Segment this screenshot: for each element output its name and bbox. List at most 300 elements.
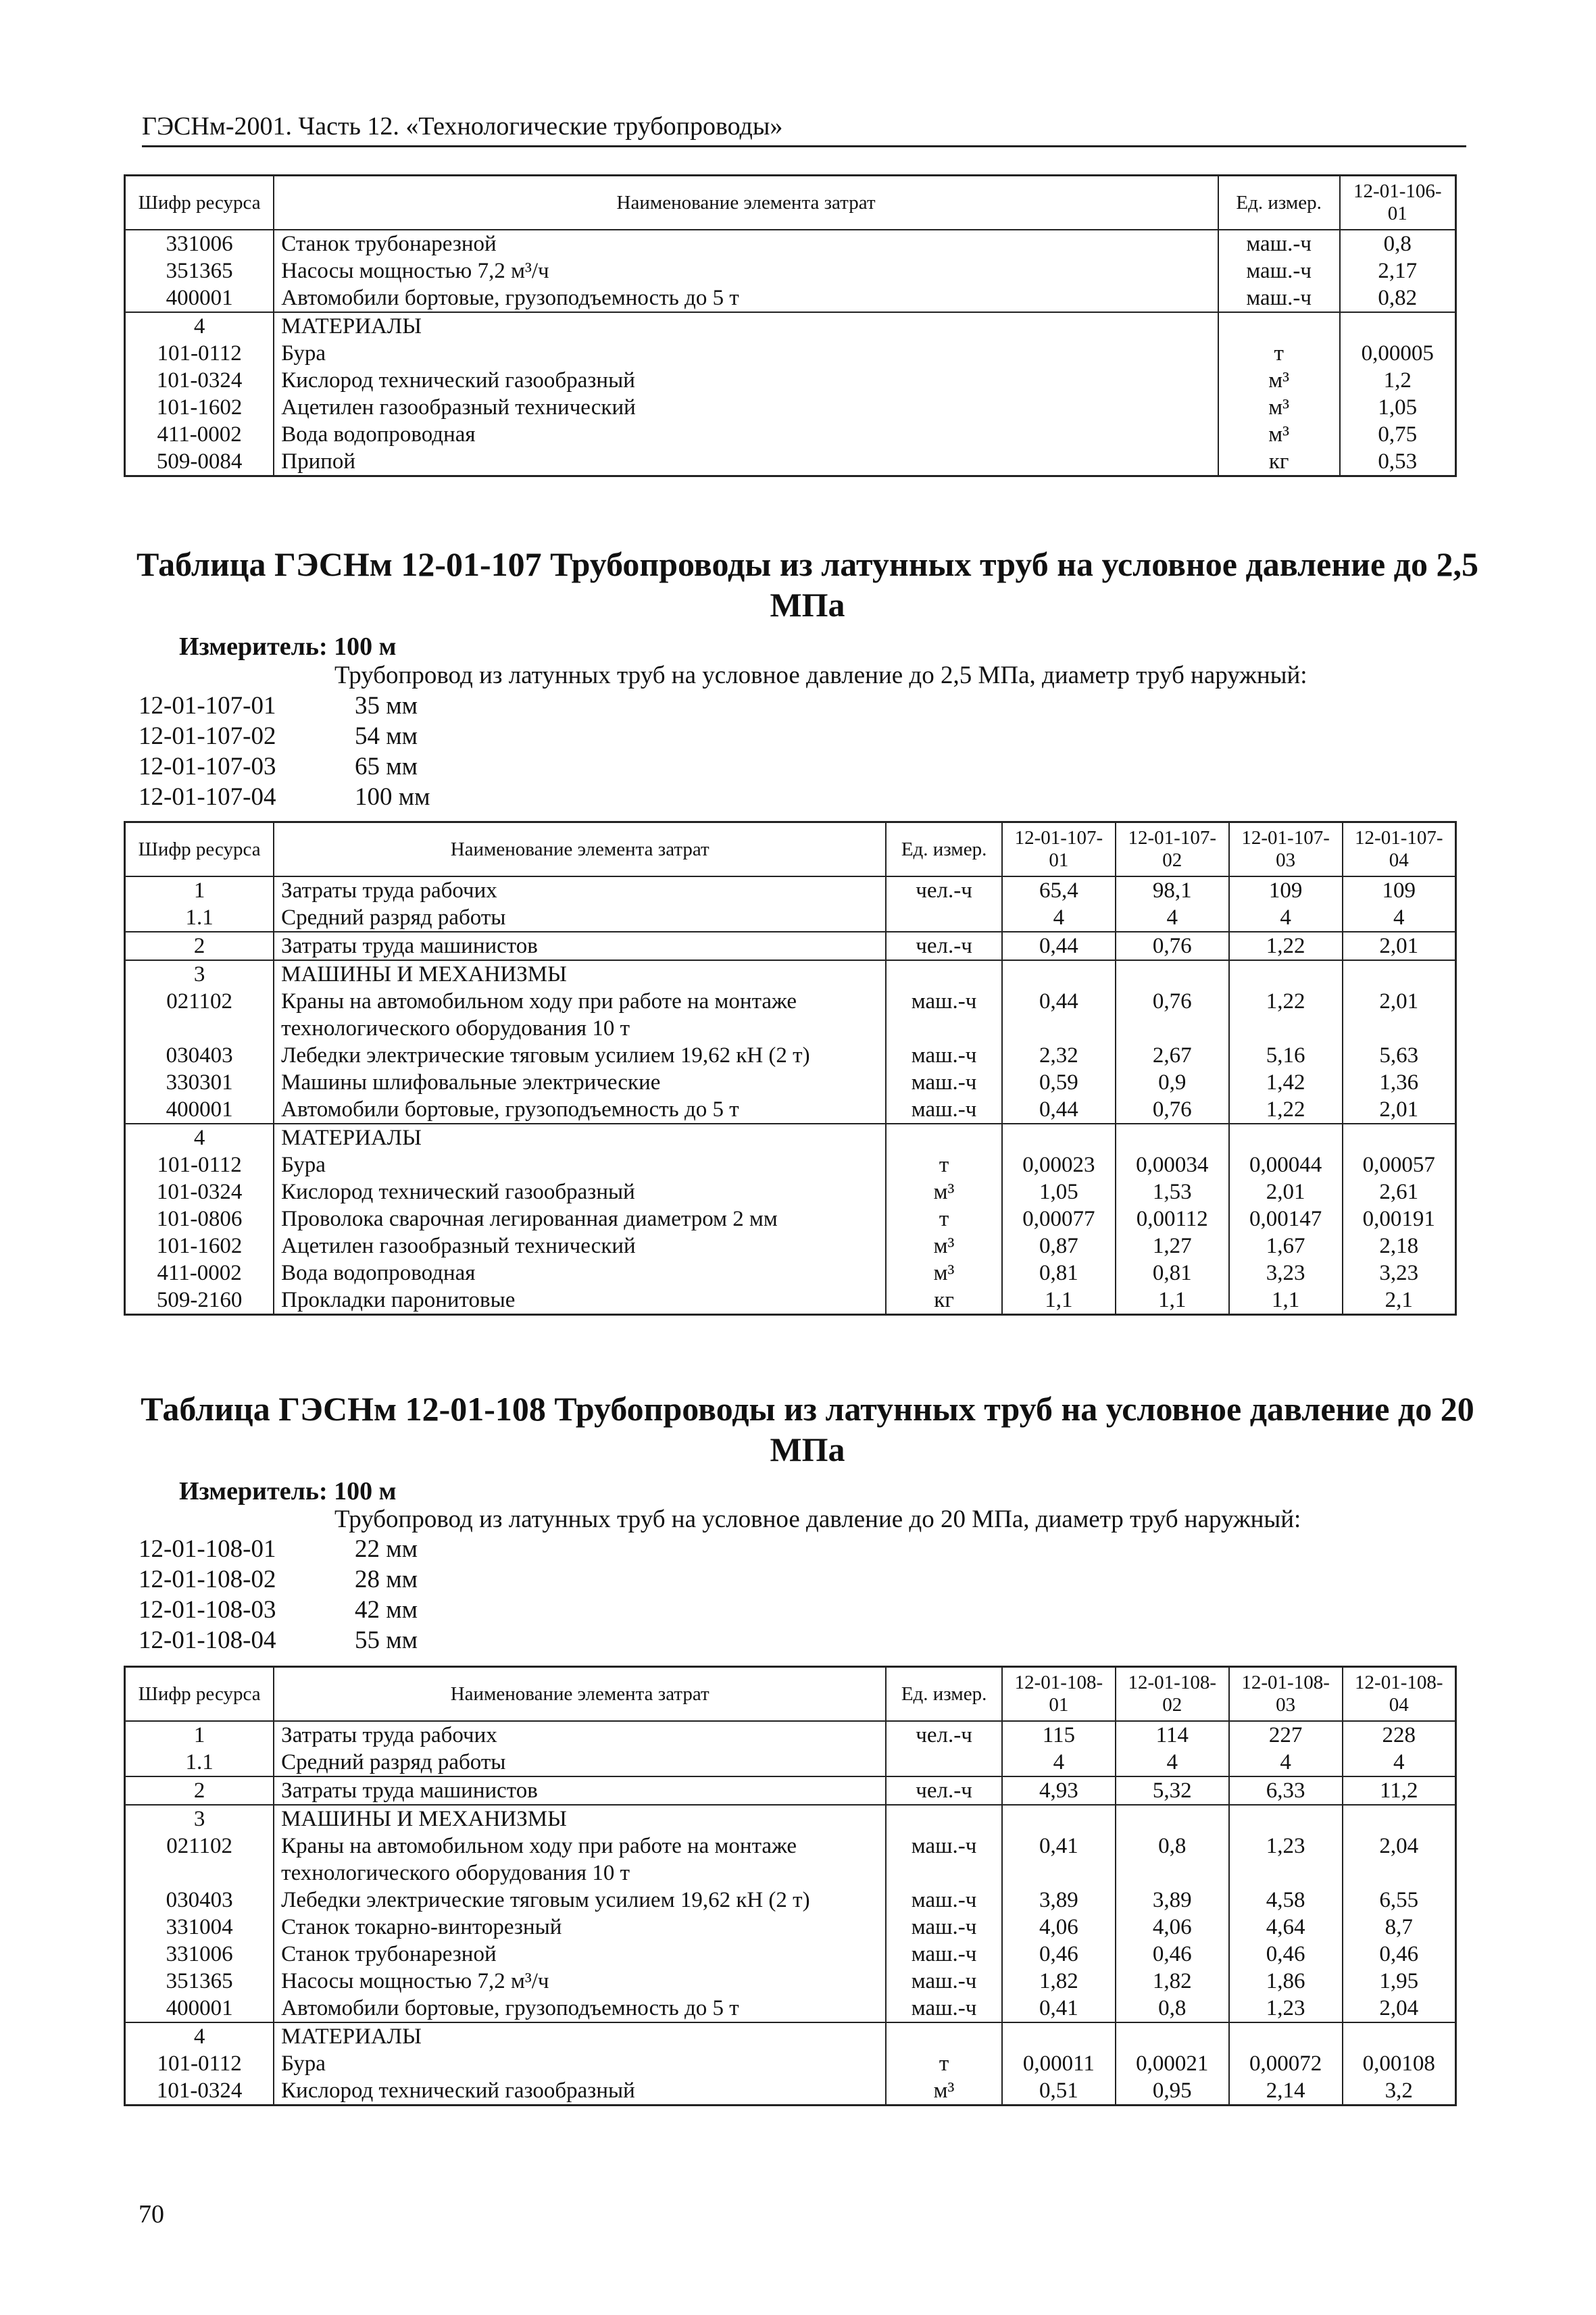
table-108-variants bbox=[139, 1534, 418, 1656]
value-cell bbox=[1002, 960, 1116, 988]
value-cell: 0,81 bbox=[1002, 1260, 1116, 1287]
table-row bbox=[125, 1833, 1456, 1887]
column-header-c1: 12-01-106-01 bbox=[1340, 176, 1456, 230]
value-cell: 1,82 bbox=[1002, 1968, 1116, 1995]
value-cell: 1,1 bbox=[1229, 1287, 1343, 1315]
variant-diameter: 55 мм bbox=[355, 1626, 418, 1654]
value-cell: 0,8 bbox=[1116, 1995, 1229, 2022]
table-row bbox=[125, 1287, 1456, 1315]
value-cell: 227 bbox=[1229, 1721, 1343, 1749]
resource-name-cell: Затраты труда рабочих bbox=[274, 876, 886, 904]
variant-code: 12-01-108-04 bbox=[139, 1626, 276, 1654]
table-row bbox=[125, 394, 1456, 421]
resource-name-cell: Краны на автомобильном ходу при работе на монтаже технологического оборудования 10 т bbox=[274, 1833, 886, 1887]
resource-name-cell: Станок трубонарезной bbox=[274, 230, 1218, 257]
resource-name-cell: Средний разряд работы bbox=[274, 904, 886, 932]
value-cell: 0,00005 bbox=[1340, 340, 1456, 367]
resource-name-cell: МАШИНЫ И МЕХАНИЗМЫ bbox=[274, 960, 886, 988]
resource-name-cell: Автомобили бортовые, грузоподъемность до 5 т bbox=[274, 284, 1218, 312]
variant-diameter: 42 мм bbox=[355, 1596, 418, 1624]
resource-name-cell: МАШИНЫ И МЕХАНИЗМЫ bbox=[274, 1805, 886, 1833]
value-cell: 0,00072 bbox=[1229, 2050, 1343, 2077]
value-cell bbox=[1229, 1805, 1343, 1833]
resource-code-cell: 2 bbox=[125, 1776, 274, 1805]
unit-cell: маш.-ч bbox=[886, 1887, 1002, 1914]
value-cell: 0,00023 bbox=[1002, 1151, 1116, 1178]
value-cell: 0,00011 bbox=[1002, 2050, 1116, 2077]
table-row bbox=[125, 988, 1456, 1042]
table-108-title bbox=[135, 1389, 1480, 1470]
resource-code-cell: 030403 bbox=[125, 1042, 274, 1069]
value-cell: 6,33 bbox=[1229, 1776, 1343, 1805]
table-107-measure: Измеритель: 100 м bbox=[179, 632, 397, 661]
unit-cell: маш.-ч bbox=[886, 1096, 1002, 1124]
resource-name-cell: Насосы мощностью 7,2 м³/ч bbox=[274, 257, 1218, 284]
column-header-unit: Ед. измер. bbox=[886, 822, 1002, 877]
table-row bbox=[125, 1914, 1456, 1941]
value-cell: 0,00112 bbox=[1116, 1205, 1229, 1233]
resource-name-cell: Ацетилен газообразный технический bbox=[274, 394, 1218, 421]
value-cell: 3,89 bbox=[1116, 1887, 1229, 1914]
column-header-c1: 12-01-107-01 bbox=[1002, 822, 1116, 877]
unit-cell: т bbox=[886, 1151, 1002, 1178]
unit-cell: маш.-ч bbox=[886, 1995, 1002, 2022]
unit-cell bbox=[886, 1124, 1002, 1151]
resource-name-cell: Кислород технический газообразный bbox=[274, 1178, 886, 1205]
variant-row bbox=[139, 1534, 418, 1564]
unit-cell: чел.-ч bbox=[886, 932, 1002, 960]
value-cell: 0,76 bbox=[1116, 988, 1229, 1042]
unit-cell: маш.-ч bbox=[1218, 230, 1340, 257]
resource-code-cell: 509-2160 bbox=[125, 1287, 274, 1315]
column-header-name: Наименование элемента затрат bbox=[274, 176, 1218, 230]
variant-diameter: 54 мм bbox=[355, 722, 418, 750]
resource-name-cell: Станок трубонарезной bbox=[274, 1941, 886, 1968]
value-cell bbox=[1343, 960, 1456, 988]
variant-diameter: 28 мм bbox=[355, 1566, 418, 1593]
variant-code: 12-01-108-01 bbox=[139, 1535, 276, 1563]
value-cell: 2,17 bbox=[1340, 257, 1456, 284]
value-cell: 0,95 bbox=[1116, 2077, 1229, 2106]
table-107-variants bbox=[139, 691, 430, 812]
resource-name-cell: Кислород технический газообразный bbox=[274, 367, 1218, 394]
value-cell: 0,75 bbox=[1340, 421, 1456, 448]
value-cell: 0,46 bbox=[1002, 1941, 1116, 1968]
value-cell bbox=[1002, 2022, 1116, 2050]
resource-code-cell: 3 bbox=[125, 960, 274, 988]
table-row bbox=[125, 2050, 1456, 2077]
value-cell: 2,14 bbox=[1229, 2077, 1343, 2106]
resource-name-cell: Бура bbox=[274, 340, 1218, 367]
table-row bbox=[125, 904, 1456, 932]
table-row bbox=[125, 1233, 1456, 1260]
resource-name-cell: МАТЕРИАЛЫ bbox=[274, 2022, 886, 2050]
value-cell: 2,01 bbox=[1343, 1096, 1456, 1124]
value-cell: 228 bbox=[1343, 1721, 1456, 1749]
variant-code: 12-01-107-03 bbox=[139, 753, 276, 780]
variant-diameter: 65 мм bbox=[355, 753, 418, 780]
resource-name-cell: Лебедки электрические тяговым усилием 19,62 кН (2 т) bbox=[274, 1887, 886, 1914]
resource-code-cell: 1.1 bbox=[125, 1749, 274, 1776]
resource-code-cell: 1 bbox=[125, 1721, 274, 1749]
unit-cell: маш.-ч bbox=[1218, 257, 1340, 284]
unit-cell: маш.-ч bbox=[886, 1968, 1002, 1995]
table-row bbox=[125, 1151, 1456, 1178]
value-cell: 3,23 bbox=[1343, 1260, 1456, 1287]
unit-cell: м³ bbox=[886, 1178, 1002, 1205]
table-row bbox=[125, 960, 1456, 988]
table-row bbox=[125, 1096, 1456, 1124]
value-cell: 0,00077 bbox=[1002, 1205, 1116, 1233]
column-header-unit: Ед. измер. bbox=[1218, 176, 1340, 230]
unit-cell: т bbox=[1218, 340, 1340, 367]
value-cell bbox=[1116, 2022, 1229, 2050]
resource-code-cell: 331006 bbox=[125, 230, 274, 257]
table-row bbox=[125, 1995, 1456, 2022]
resource-code-cell: 2 bbox=[125, 932, 274, 960]
resource-code-cell: 3 bbox=[125, 1805, 274, 1833]
resource-name-cell: Станок токарно-винторезный bbox=[274, 1914, 886, 1941]
value-cell: 0,8 bbox=[1340, 230, 1456, 257]
value-cell bbox=[1229, 960, 1343, 988]
value-cell bbox=[1343, 2022, 1456, 2050]
unit-cell: маш.-ч bbox=[886, 1042, 1002, 1069]
value-cell: 0,76 bbox=[1116, 1096, 1229, 1124]
resource-name-cell: Затраты труда рабочих bbox=[274, 1721, 886, 1749]
value-cell: 5,63 bbox=[1343, 1042, 1456, 1069]
resource-name-cell: Средний разряд работы bbox=[274, 1749, 886, 1776]
value-cell: 4,58 bbox=[1229, 1887, 1343, 1914]
variant-row bbox=[139, 751, 430, 782]
column-header-name: Наименование элемента затрат bbox=[274, 822, 886, 877]
column-header-code: Шифр ресурса bbox=[125, 822, 274, 877]
unit-cell: м³ bbox=[1218, 367, 1340, 394]
table-row bbox=[125, 1205, 1456, 1233]
table-row bbox=[125, 230, 1456, 257]
variant-row bbox=[139, 721, 430, 751]
value-cell: 4 bbox=[1229, 1749, 1343, 1776]
column-header-unit: Ед. измер. bbox=[886, 1667, 1002, 1722]
table-row bbox=[125, 312, 1456, 340]
value-cell: 4 bbox=[1116, 1749, 1229, 1776]
value-cell: 65,4 bbox=[1002, 876, 1116, 904]
table-row bbox=[125, 1805, 1456, 1833]
resource-code-cell: 1.1 bbox=[125, 904, 274, 932]
resource-code-cell: 351365 bbox=[125, 1968, 274, 1995]
unit-cell: кг bbox=[1218, 448, 1340, 476]
column-header-code: Шифр ресурса bbox=[125, 1667, 274, 1722]
value-cell: 2,67 bbox=[1116, 1042, 1229, 1069]
column-header-c4: 12-01-107-04 bbox=[1343, 822, 1456, 877]
value-cell: 0,9 bbox=[1116, 1069, 1229, 1096]
value-cell: 0,00057 bbox=[1343, 1151, 1456, 1178]
table-row bbox=[125, 2022, 1456, 2050]
resource-code-cell: 101-1602 bbox=[125, 1233, 274, 1260]
resource-name-cell: Машины шлифовальные электрические bbox=[274, 1069, 886, 1096]
variant-diameter: 35 мм bbox=[355, 692, 418, 720]
table-row bbox=[125, 421, 1456, 448]
resource-code-cell: 1 bbox=[125, 876, 274, 904]
page-number: 70 bbox=[139, 2200, 164, 2229]
value-cell: 0,46 bbox=[1229, 1941, 1343, 1968]
page-header: ГЭСНм-2001. Часть 12. «Технологические трубопроводы» bbox=[142, 111, 1466, 147]
resource-code-cell: 411-0002 bbox=[125, 421, 274, 448]
value-cell: 1,22 bbox=[1229, 1096, 1343, 1124]
unit-cell bbox=[886, 1805, 1002, 1833]
value-cell bbox=[1340, 312, 1456, 340]
table-row bbox=[125, 1941, 1456, 1968]
resource-name-cell: МАТЕРИАЛЫ bbox=[274, 1124, 886, 1151]
value-cell: 0,00108 bbox=[1343, 2050, 1456, 2077]
unit-cell: маш.-ч bbox=[886, 1833, 1002, 1887]
resource-code-cell: 4 bbox=[125, 1124, 274, 1151]
table-row bbox=[125, 1968, 1456, 1995]
value-cell: 0,8 bbox=[1116, 1833, 1229, 1887]
unit-cell: чел.-ч bbox=[886, 876, 1002, 904]
value-cell: 1,36 bbox=[1343, 1069, 1456, 1096]
resource-name-cell: Проволока сварочная легированная диаметром 2 мм bbox=[274, 1205, 886, 1233]
table-108-description: Трубопровод из латунных труб на условное давление до 20 МПа, диаметр труб наружный: bbox=[334, 1505, 1301, 1533]
unit-cell bbox=[886, 2022, 1002, 2050]
unit-cell bbox=[1218, 312, 1340, 340]
table-row bbox=[125, 1069, 1456, 1096]
table-108-title-line2: МПа bbox=[770, 1430, 845, 1468]
resource-name-cell: Насосы мощностью 7,2 м³/ч bbox=[274, 1968, 886, 1995]
value-cell bbox=[1229, 1124, 1343, 1151]
resource-name-cell: Автомобили бортовые, грузоподъемность до 5 т bbox=[274, 1096, 886, 1124]
unit-cell: маш.-ч bbox=[886, 1914, 1002, 1941]
value-cell: 0,87 bbox=[1002, 1233, 1116, 1260]
value-cell: 3,89 bbox=[1002, 1887, 1116, 1914]
resource-name-cell: Припой bbox=[274, 448, 1218, 476]
resource-code-cell: 331006 bbox=[125, 1941, 274, 1968]
resource-name-cell: Бура bbox=[274, 1151, 886, 1178]
resource-code-cell: 101-0324 bbox=[125, 2077, 274, 2106]
value-cell: 3,23 bbox=[1229, 1260, 1343, 1287]
value-cell: 2,18 bbox=[1343, 1233, 1456, 1260]
value-cell: 0,44 bbox=[1002, 932, 1116, 960]
value-cell: 0,00191 bbox=[1343, 1205, 1456, 1233]
value-cell bbox=[1116, 1124, 1229, 1151]
unit-cell: м³ bbox=[886, 1260, 1002, 1287]
value-cell: 1,23 bbox=[1229, 1833, 1343, 1887]
resource-name-cell: Кислород технический газообразный bbox=[274, 2077, 886, 2106]
variant-diameter: 100 мм bbox=[355, 783, 430, 811]
table-row bbox=[125, 1721, 1456, 1749]
resource-code-cell: 4 bbox=[125, 2022, 274, 2050]
value-cell: 2,04 bbox=[1343, 1995, 1456, 2022]
value-cell: 109 bbox=[1229, 876, 1343, 904]
value-cell: 1,22 bbox=[1229, 932, 1343, 960]
unit-cell: маш.-ч bbox=[886, 1069, 1002, 1096]
value-cell: 2,01 bbox=[1343, 988, 1456, 1042]
value-cell: 2,61 bbox=[1343, 1178, 1456, 1205]
value-cell: 1,05 bbox=[1002, 1178, 1116, 1205]
value-cell: 4 bbox=[1343, 1749, 1456, 1776]
value-cell: 0,76 bbox=[1116, 932, 1229, 960]
resource-code-cell: 509-0084 bbox=[125, 448, 274, 476]
unit-cell: чел.-ч bbox=[886, 1776, 1002, 1805]
unit-cell: кг bbox=[886, 1287, 1002, 1315]
unit-cell: м³ bbox=[886, 2077, 1002, 2106]
value-cell: 4 bbox=[1343, 904, 1456, 932]
resource-table-106 bbox=[124, 174, 1457, 477]
value-cell: 0,82 bbox=[1340, 284, 1456, 312]
value-cell: 4,64 bbox=[1229, 1914, 1343, 1941]
table-row bbox=[125, 284, 1456, 312]
variant-code: 12-01-108-03 bbox=[139, 1596, 276, 1624]
value-cell: 1,95 bbox=[1343, 1968, 1456, 1995]
table-row bbox=[125, 1749, 1456, 1776]
table-108-title-line1: Таблица ГЭСНм 12-01-108 Трубопроводы из латунных труб на условное давление до 20 bbox=[141, 1390, 1474, 1428]
resource-code-cell: 101-0112 bbox=[125, 1151, 274, 1178]
value-cell: 2,1 bbox=[1343, 1287, 1456, 1315]
resource-code-cell: 101-0112 bbox=[125, 2050, 274, 2077]
table-row bbox=[125, 448, 1456, 476]
resource-name-cell: Затраты труда машинистов bbox=[274, 932, 886, 960]
column-header-c3: 12-01-107-03 bbox=[1229, 822, 1343, 877]
unit-cell: маш.-ч bbox=[886, 1941, 1002, 1968]
unit-cell bbox=[886, 1749, 1002, 1776]
value-cell: 114 bbox=[1116, 1721, 1229, 1749]
value-cell: 3,2 bbox=[1343, 2077, 1456, 2106]
variant-row bbox=[139, 1595, 418, 1625]
resource-code-cell: 101-0324 bbox=[125, 1178, 274, 1205]
unit-cell: м³ bbox=[886, 1233, 1002, 1260]
value-cell: 2,04 bbox=[1343, 1833, 1456, 1887]
variant-row bbox=[139, 691, 430, 721]
value-cell: 5,16 bbox=[1229, 1042, 1343, 1069]
value-cell: 0,00147 bbox=[1229, 1205, 1343, 1233]
value-cell: 4,06 bbox=[1116, 1914, 1229, 1941]
value-cell: 1,1 bbox=[1116, 1287, 1229, 1315]
value-cell: 4 bbox=[1002, 904, 1116, 932]
table-row bbox=[125, 1178, 1456, 1205]
value-cell: 2,32 bbox=[1002, 1042, 1116, 1069]
value-cell: 1,1 bbox=[1002, 1287, 1116, 1315]
resource-code-cell: 411-0002 bbox=[125, 1260, 274, 1287]
value-cell: 1,86 bbox=[1229, 1968, 1343, 1995]
value-cell: 109 bbox=[1343, 876, 1456, 904]
value-cell: 4,06 bbox=[1002, 1914, 1116, 1941]
column-header-c4: 12-01-108-04 bbox=[1343, 1667, 1456, 1722]
value-cell bbox=[1343, 1124, 1456, 1151]
table-row bbox=[125, 932, 1456, 960]
resource-name-cell: Краны на автомобильном ходу при работе на монтаже технологического оборудования 10 т bbox=[274, 988, 886, 1042]
resource-name-cell: Бура bbox=[274, 2050, 886, 2077]
unit-cell bbox=[886, 904, 1002, 932]
resource-name-cell: Вода водопроводная bbox=[274, 421, 1218, 448]
column-header-c3: 12-01-108-03 bbox=[1229, 1667, 1343, 1722]
value-cell: 1,82 bbox=[1116, 1968, 1229, 1995]
resource-code-cell: 351365 bbox=[125, 257, 274, 284]
value-cell bbox=[1343, 1805, 1456, 1833]
resource-code-cell: 330301 bbox=[125, 1069, 274, 1096]
unit-cell: т bbox=[886, 2050, 1002, 2077]
value-cell: 8,7 bbox=[1343, 1914, 1456, 1941]
resource-code-cell: 101-0806 bbox=[125, 1205, 274, 1233]
value-cell: 0,00044 bbox=[1229, 1151, 1343, 1178]
value-cell: 0,41 bbox=[1002, 1995, 1116, 2022]
value-cell: 0,46 bbox=[1343, 1941, 1456, 1968]
table-row bbox=[125, 1042, 1456, 1069]
unit-cell: маш.-ч bbox=[886, 988, 1002, 1042]
resource-name-cell: Затраты труда машинистов bbox=[274, 1776, 886, 1805]
resource-name-cell: Автомобили бортовые, грузоподъемность до 5 т bbox=[274, 1995, 886, 2022]
resource-table-107 bbox=[124, 821, 1457, 1316]
unit-cell: м³ bbox=[1218, 394, 1340, 421]
table-row bbox=[125, 1776, 1456, 1805]
table-row bbox=[125, 340, 1456, 367]
table-107-title bbox=[135, 544, 1480, 625]
resource-code-cell: 030403 bbox=[125, 1887, 274, 1914]
table-107-description: Трубопровод из латунных труб на условное давление до 2,5 МПа, диаметр труб наружный: bbox=[334, 662, 1307, 689]
resource-code-cell: 101-0324 bbox=[125, 367, 274, 394]
value-cell: 11,2 bbox=[1343, 1776, 1456, 1805]
value-cell: 4 bbox=[1116, 904, 1229, 932]
value-cell: 0,41 bbox=[1002, 1833, 1116, 1887]
variant-code: 12-01-108-02 bbox=[139, 1566, 276, 1593]
unit-cell: м³ bbox=[1218, 421, 1340, 448]
table-row bbox=[125, 257, 1456, 284]
resource-code-cell: 331004 bbox=[125, 1914, 274, 1941]
resource-code-cell: 400001 bbox=[125, 1096, 274, 1124]
value-cell: 0,51 bbox=[1002, 2077, 1116, 2106]
value-cell: 0,00021 bbox=[1116, 2050, 1229, 2077]
value-cell: 2,01 bbox=[1229, 1178, 1343, 1205]
value-cell: 1,05 bbox=[1340, 394, 1456, 421]
value-cell: 0,44 bbox=[1002, 988, 1116, 1042]
table-108-measure: Измеритель: 100 м bbox=[179, 1477, 397, 1505]
resource-code-cell: 400001 bbox=[125, 1995, 274, 2022]
value-cell: 4 bbox=[1002, 1749, 1116, 1776]
variant-code: 12-01-107-01 bbox=[139, 692, 276, 720]
table-row bbox=[125, 876, 1456, 904]
value-cell: 115 bbox=[1002, 1721, 1116, 1749]
value-cell: 1,42 bbox=[1229, 1069, 1343, 1096]
value-cell: 4 bbox=[1229, 904, 1343, 932]
value-cell bbox=[1229, 2022, 1343, 2050]
table-row bbox=[125, 1887, 1456, 1914]
variant-code: 12-01-107-02 bbox=[139, 722, 276, 750]
table-row bbox=[125, 367, 1456, 394]
column-header-code: Шифр ресурса bbox=[125, 176, 274, 230]
table-row bbox=[125, 2077, 1456, 2106]
value-cell: 5,32 bbox=[1116, 1776, 1229, 1805]
resource-code-cell: 101-1602 bbox=[125, 394, 274, 421]
unit-cell: т bbox=[886, 1205, 1002, 1233]
value-cell: 1,53 bbox=[1116, 1178, 1229, 1205]
value-cell: 0,53 bbox=[1340, 448, 1456, 476]
value-cell: 4,93 bbox=[1002, 1776, 1116, 1805]
unit-cell: маш.-ч bbox=[1218, 284, 1340, 312]
value-cell: 1,22 bbox=[1229, 988, 1343, 1042]
resource-code-cell: 021102 bbox=[125, 1833, 274, 1887]
value-cell: 1,23 bbox=[1229, 1995, 1343, 2022]
value-cell: 0,59 bbox=[1002, 1069, 1116, 1096]
resource-code-cell: 021102 bbox=[125, 988, 274, 1042]
resource-code-cell: 101-0112 bbox=[125, 340, 274, 367]
value-cell: 1,2 bbox=[1340, 367, 1456, 394]
resource-code-cell: 4 bbox=[125, 312, 274, 340]
value-cell bbox=[1116, 960, 1229, 988]
unit-cell: чел.-ч bbox=[886, 1721, 1002, 1749]
value-cell: 98,1 bbox=[1116, 876, 1229, 904]
column-header-c2: 12-01-108-02 bbox=[1116, 1667, 1229, 1722]
table-107-title-line2: МПа bbox=[770, 586, 845, 624]
value-cell: 0,44 bbox=[1002, 1096, 1116, 1124]
table-107-title-line1: Таблица ГЭСНм 12-01-107 Трубопроводы из латунных труб на условное давление до 2,5 bbox=[136, 545, 1478, 583]
